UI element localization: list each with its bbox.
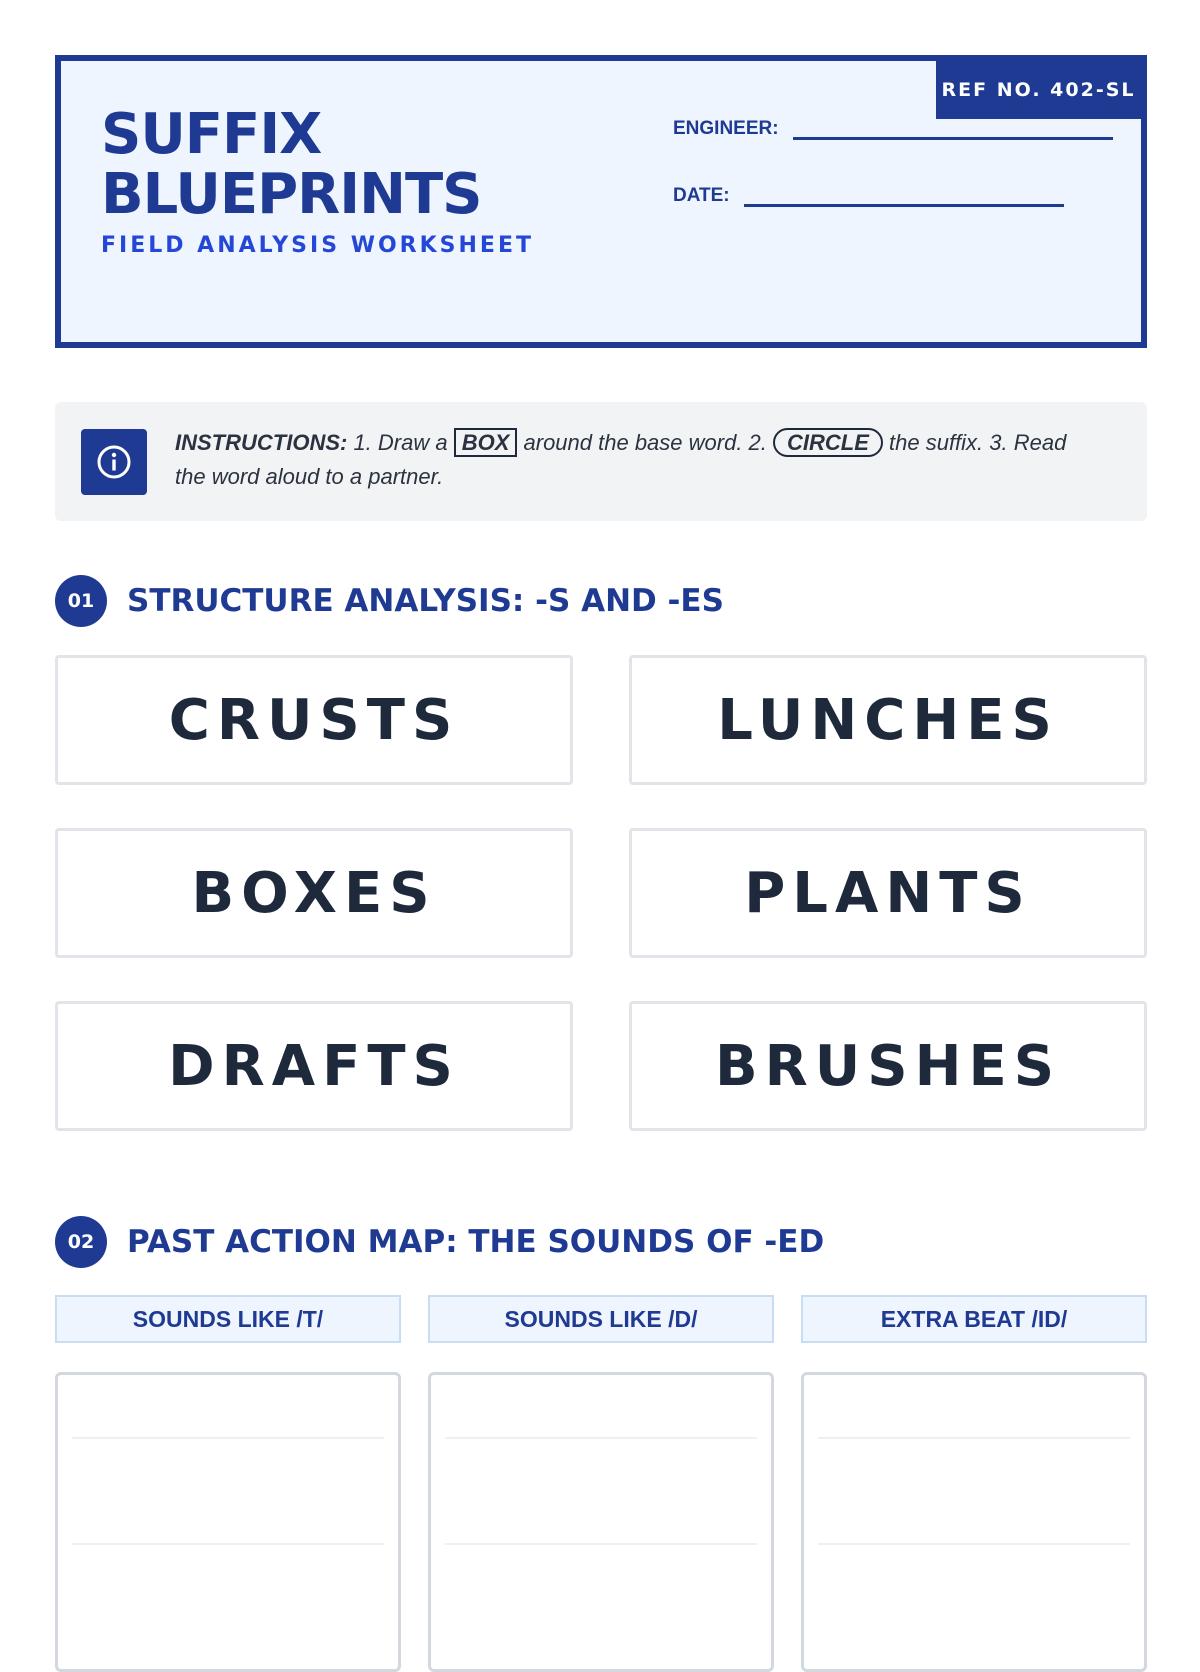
title-block [55,55,1147,348]
instructions-part-1: 1. Draw a [347,430,454,455]
write-line [72,1437,384,1439]
date-write-line[interactable] [744,180,1064,207]
title-line-1: SUFFIX [101,102,322,167]
box-keyword: BOX [454,428,518,457]
word-card[interactable]: CRUSTS [55,655,573,785]
worksheet-title [101,102,482,227]
worksheet-subtitle: FIELD ANALYSIS WORKSHEET [101,233,534,258]
section-2-header [55,1216,824,1268]
engineer-field [673,113,1113,140]
section-2-title: PAST ACTION MAP: THE SOUNDS OF -ED [127,1224,825,1260]
instructions-lead: INSTRUCTIONS: [175,430,348,455]
instructions-part-2: around the base word. 2. [517,430,774,455]
info-icon [95,443,133,481]
write-line [445,1543,757,1545]
engineer-write-line[interactable] [793,113,1113,140]
section-1-number: 01 [55,575,107,627]
engineer-label: ENGINEER: [673,118,779,139]
write-line [72,1543,384,1545]
sort-column-t[interactable] [55,1372,401,1672]
reference-number-tab: REF NO. 402-SL [936,61,1141,119]
circle-keyword: CIRCLE [773,428,883,457]
section-1-header [55,575,724,627]
date-label: DATE: [673,185,730,206]
word-card[interactable]: PLANTS [629,828,1147,958]
word-card[interactable]: DRAFTS [55,1001,573,1131]
instructions-panel [55,402,1147,521]
info-icon-badge [81,429,147,495]
section-1-title: STRUCTURE ANALYSIS: -S AND -ES [127,583,724,619]
word-card[interactable]: LUNCHES [629,655,1147,785]
date-field [673,180,1064,207]
sort-column-id[interactable] [801,1372,1147,1672]
section-2-number: 02 [55,1216,107,1268]
column-header-id: EXTRA BEAT /ID/ [801,1295,1147,1343]
word-card[interactable]: BOXES [55,828,573,958]
title-line-2: BLUEPRINTS [101,162,482,227]
write-line [818,1543,1130,1545]
instructions-text [175,426,1095,494]
write-line [445,1437,757,1439]
write-line [818,1437,1130,1439]
instructions-part-3: the suffix. 3. Read the word aloud to a partner. [175,430,1067,489]
word-card[interactable]: BRUSHES [629,1001,1147,1131]
column-header-t: SOUNDS LIKE /T/ [55,1295,401,1343]
column-header-d: SOUNDS LIKE /D/ [428,1295,774,1343]
sort-column-d[interactable] [428,1372,774,1672]
